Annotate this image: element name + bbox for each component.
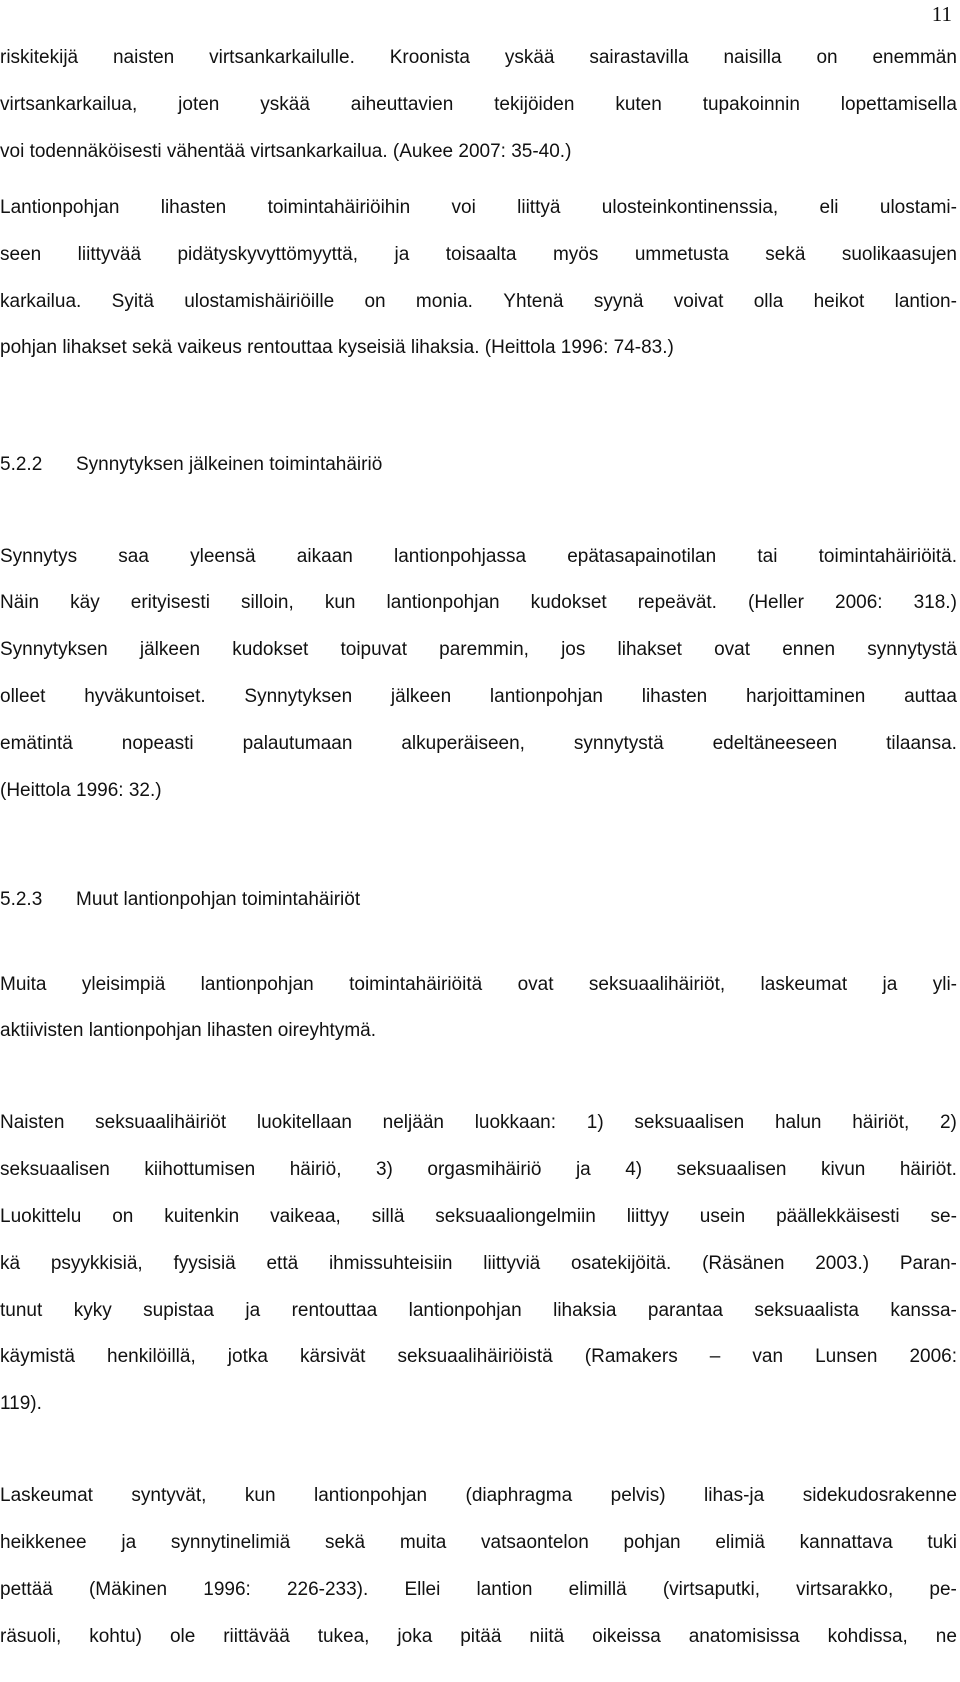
section-title: Synnytyksen jälkeinen toimintahäiriö [76,454,383,475]
text-line: tunut kyky supistaa ja rentouttaa lantionpohjan lihaksia parantaa seksuaalista kanssa- [0,1300,957,1321]
text-line: Lantionpohjan lihasten toimintahäiriöihin voi liittyä ulosteinkontinenssia, eli ulostami- [0,197,957,218]
text-line: Synnytys saa yleensä aikaan lantionpohjassa epätasapainotilan tai toimintahäiriöitä. [0,546,957,567]
section-number: 5.2.2 [0,454,43,475]
text-line: Synnytyksen jälkeen kudokset toipuvat paremmin, jos lihakset ovat ennen synnytystä [0,639,957,660]
text-line: Näin käy erityisesti silloin, kun lantionpohjan kudokset repeävät. (Heller 2006: 318.) [0,592,957,613]
text-line: Luokittelu on kuitenkin vaikeaa, sillä seksuaaliongelmiin liittyy usein päällekkäisesti se- [0,1206,957,1227]
text-line: seksuaalisen kiihottumisen häiriö, 3) orgasmihäiriö ja 4) seksuaalisen kivun häiriöt. [0,1159,957,1180]
text-line: virtsankarkailua, joten yskää aiheuttavien tekijöiden kuten tupakoinnin lopettamisella [0,94,957,115]
text-line: heikkenee ja synnytinelimiä sekä muita vatsaontelon pohjan elimiä kannattava tuki [0,1532,957,1553]
text-line: emätintä nopeasti palautumaan alkuperäiseen, synnytystä edeltäneeseen tilaansa. [0,733,957,754]
text-line: kä psyykkisiä, fyysisiä että ihmissuhteisiin liittyviä osatekijöitä. (Räsänen 2003.) Paran- [0,1253,957,1274]
text-line: Muita yleisimpiä lantionpohjan toimintahäiriöitä ovat seksuaalihäiriöt, laskeumat ja yli- [0,974,957,995]
text-line: riskitekijä naisten virtsankarkailulle. Kroonista yskää sairastavilla naisilla on enemmän [0,47,957,68]
section-heading-5-2-2 [0,453,382,477]
text-line: käymistä henkilöillä, jotka kärsivät seksuaalihäiriöistä (Ramakers – van Lunsen 2006: [0,1346,957,1367]
text-line: Laskeumat syntyvät, kun lantionpohjan (diaphragma pelvis) lihas-ja sidekudosrakenne [0,1485,957,1506]
section-number: 5.2.3 [0,889,43,910]
section-heading-5-2-3 [0,888,360,912]
text-line: pohjan lihakset sekä vaikeus rentouttaa kyseisiä lihaksia. (Heittola 1996: 74-83.) [0,337,674,358]
page-number: 11 [931,2,952,26]
text-line: karkailua. Syitä ulostamishäiriöille on monia. Yhtenä syynä voivat olla heikot lantion- [0,291,957,312]
section-title: Muut lantionpohjan toimintahäiriöt [76,889,361,910]
text-line: aktiivisten lantionpohjan lihasten oireyhtymä. [0,1020,376,1041]
text-line: Naisten seksuaalihäiriöt luokitellaan neljään luokkaan: 1) seksuaalisen halun häiriöt, 2) [0,1112,957,1133]
text-line: (Heittola 1996: 32.) [0,780,162,801]
text-line: pettää (Mäkinen 1996: 226-233). Ellei lantion elimillä (virtsaputki, virtsarakko, pe- [0,1579,957,1600]
text-line: seen liittyvää pidätyskyvyttömyyttä, ja toisaalta myös ummetusta sekä suolikaasujen [0,244,957,265]
text-line: räsuoli, kohtu) ole riittävää tukea, joka pitää niitä oikeissa anatomisissa kohdissa, ne [0,1626,957,1647]
text-line: olleet hyväkuntoiset. Synnytyksen jälkeen lantionpohjan lihasten harjoittaminen auttaa [0,686,957,707]
text-line: 119). [0,1393,42,1414]
text-line: voi todennäköisesti vähentää virtsankarkailua. (Aukee 2007: 35-40.) [0,141,572,162]
